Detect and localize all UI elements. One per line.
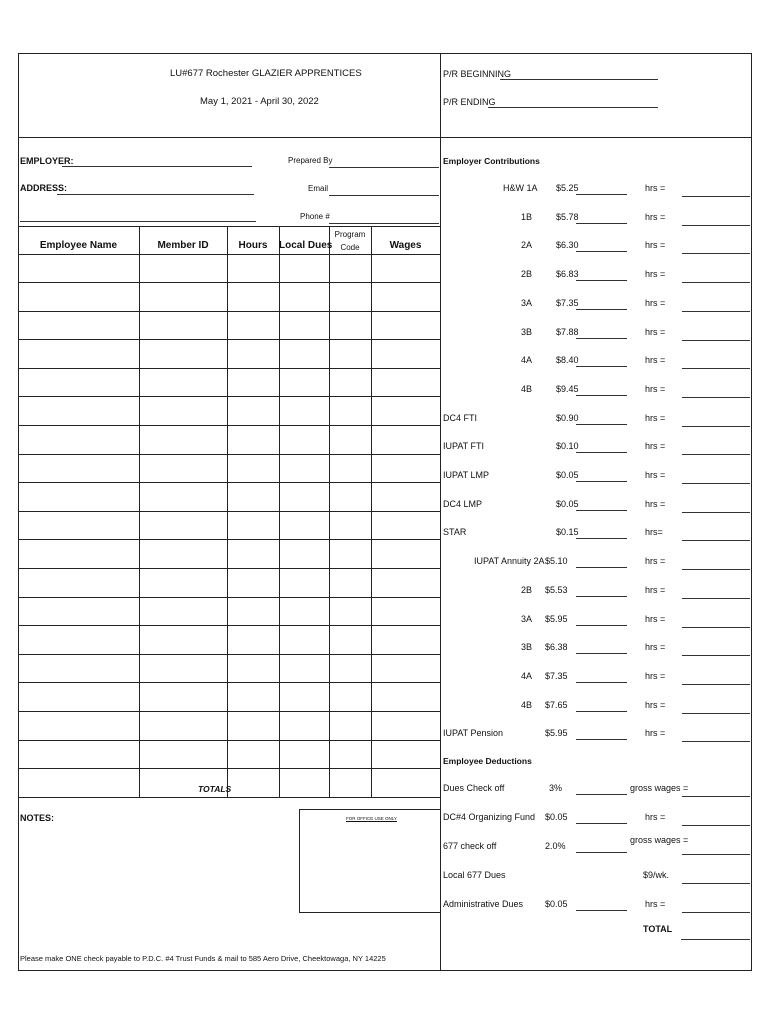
contribution-row [440, 260, 750, 289]
contribution-row [440, 633, 750, 662]
phone-label: Phone # [300, 212, 330, 221]
deduction-label: Dues Check off [443, 783, 505, 793]
contribution-unit: hrs = [645, 470, 666, 480]
contribution-unit: hrs = [645, 441, 666, 452]
table-row[interactable] [18, 740, 440, 741]
contribution-rate: $6.30 [556, 240, 579, 251]
employer-field[interactable] [62, 166, 252, 167]
contribution-label: IUPAT LMP [443, 470, 490, 480]
total-label: TOTAL [643, 924, 673, 934]
contribution-amount-field[interactable] [682, 282, 750, 283]
contribution-rate: $7.88 [556, 326, 579, 337]
contribution-label: H&W 1A [503, 183, 538, 193]
contribution-hours-field[interactable] [576, 194, 627, 195]
table-top [18, 226, 440, 227]
footer-note: Please make ONE check payable to P.D.C. #4 Trust Funds & mail to 585 Aero Drive, Cheektowaga, NY 14225 [20, 954, 386, 963]
contribution-hours-field[interactable] [576, 739, 627, 740]
contribution-row [440, 318, 750, 347]
contribution-row [440, 576, 750, 605]
contribution-rate: $0.10 [556, 441, 579, 452]
contribution-label: 4B [521, 383, 533, 394]
contribution-rate: $0.05 [556, 470, 579, 480]
contribution-hours-field[interactable] [576, 682, 627, 683]
contribution-unit: hrs = [645, 355, 666, 366]
contribution-row [440, 346, 750, 375]
deduction-amount-field[interactable] [682, 912, 750, 913]
contribution-amount-field[interactable] [682, 741, 750, 742]
contribution-label: 4A [521, 355, 533, 366]
contribution-rate: $0.15 [556, 527, 579, 538]
contribution-amount-field[interactable] [682, 426, 750, 427]
contribution-unit: hrs = [645, 211, 666, 222]
notes-label: NOTES: [20, 813, 55, 823]
contribution-row [440, 203, 750, 232]
contribution-unit: hrs = [645, 699, 666, 710]
contribution-unit: hrs = [645, 613, 666, 624]
contribution-row [440, 375, 750, 404]
table-row[interactable] [18, 768, 440, 769]
contribution-row [440, 518, 750, 547]
contribution-row [440, 289, 750, 318]
deduction-label: 677 check off [443, 841, 497, 851]
contribution-amount-field[interactable] [682, 713, 750, 714]
table-row[interactable] [18, 654, 440, 655]
contribution-row [440, 547, 750, 576]
deduction-hours-field[interactable] [576, 910, 627, 911]
contribution-rate: $7.65 [545, 699, 568, 710]
contribution-unit: hrs = [645, 412, 666, 423]
office-use-box [299, 809, 441, 913]
contribution-hours-field[interactable] [576, 395, 627, 396]
contribution-row [440, 490, 750, 519]
form-title: LU#677 Rochester GLAZIER APPRENTICES [170, 68, 362, 79]
contribution-rate: $6.38 [545, 642, 568, 653]
deduction-rate: $0.05 [545, 812, 568, 822]
contribution-rate: $0.05 [556, 498, 579, 509]
contribution-hours-field[interactable] [576, 481, 627, 482]
deduction-label: DC#4 Organizing Fund [443, 812, 536, 822]
totals-label: TOTALS [198, 784, 232, 794]
contribution-rate: $5.53 [545, 584, 568, 595]
deduction-unit: $9/wk. [643, 870, 670, 880]
pr-ending-label: P/R ENDING [443, 97, 496, 107]
deduction-unit: gross wages = [630, 783, 689, 793]
contribution-label: 2B [521, 584, 533, 595]
contribution-rate: $7.35 [545, 670, 568, 681]
contribution-rate: $5.95 [545, 613, 568, 624]
contribution-label: IUPAT FTI [443, 441, 485, 452]
deduction-rate: 3% [549, 783, 563, 793]
contribution-unit: hrs= [645, 527, 663, 538]
deduction-amount-field[interactable] [682, 825, 750, 826]
pr-beginning-label: P/R BEGINNING [443, 69, 512, 79]
contribution-hours-field[interactable] [576, 538, 627, 539]
deduction-hours-field[interactable] [576, 794, 627, 795]
contribution-amount-field[interactable] [682, 454, 750, 455]
contribution-hours-field[interactable] [576, 653, 627, 654]
contribution-rate: $5.25 [556, 183, 579, 193]
contribution-label: 3B [521, 326, 533, 337]
table-row[interactable] [18, 711, 440, 712]
contribution-label: 2A [521, 240, 533, 251]
totals-row-bottom [18, 797, 440, 798]
contribution-row [440, 231, 750, 260]
contribution-row [440, 432, 750, 461]
contribution-rate: $9.45 [556, 383, 579, 394]
contribution-row [440, 461, 750, 490]
contribution-hours-field[interactable] [576, 338, 627, 339]
contribution-amount-field[interactable] [682, 253, 750, 254]
table-row[interactable] [18, 339, 440, 340]
contribution-unit: hrs = [645, 642, 666, 653]
contribution-rate: $8.40 [556, 355, 579, 366]
phone-field[interactable] [329, 223, 439, 224]
contribution-label: IUPAT Pension [443, 728, 504, 739]
office-use-label: FOR OFFICE USE ONLY [346, 816, 397, 821]
contribution-row [440, 174, 750, 203]
prepared-by-label: Prepared By [288, 156, 333, 165]
contribution-unit: hrs = [645, 240, 666, 251]
contribution-amount-field[interactable] [682, 196, 750, 197]
prepared-by-field[interactable] [329, 167, 439, 168]
contribution-row [440, 404, 750, 433]
table-row[interactable] [18, 368, 440, 369]
contribution-amount-field[interactable] [682, 627, 750, 628]
deduction-unit: hrs = [645, 812, 666, 822]
col-hours: Hours [238, 240, 268, 251]
table-row[interactable] [18, 682, 440, 683]
contribution-amount-field[interactable] [682, 655, 750, 656]
deduction-label: Local 677 Dues [443, 870, 506, 880]
contribution-rate: $5.78 [556, 211, 579, 222]
deduction-row [440, 890, 750, 919]
contribution-amount-field[interactable] [682, 512, 750, 513]
contribution-hours-field[interactable] [576, 366, 627, 367]
address-field[interactable] [57, 194, 254, 195]
deduction-amount-field[interactable] [682, 796, 750, 797]
address-field-2[interactable] [20, 221, 256, 222]
deduction-hours-field[interactable] [576, 852, 627, 853]
table-row[interactable] [18, 482, 440, 483]
contribution-label: 2B [521, 269, 533, 280]
contribution-unit: hrs = [645, 326, 666, 337]
table-row[interactable] [18, 511, 440, 512]
contribution-amount-field[interactable] [682, 368, 750, 369]
table-row[interactable] [18, 396, 440, 397]
contribution-unit: hrs = [645, 183, 666, 193]
deduction-label: Administrative Dues [443, 899, 524, 909]
contribution-amount-field[interactable] [682, 397, 750, 398]
email-field[interactable] [329, 195, 439, 196]
contribution-rate: $5.95 [545, 728, 568, 739]
col-wages: Wages [389, 240, 422, 251]
contribution-unit: hrs = [645, 556, 666, 567]
col-employee-name: Employee Name [39, 240, 118, 251]
contribution-row [440, 605, 750, 634]
deduction-row [440, 803, 750, 832]
col-member-id: Member ID [157, 240, 209, 251]
contribution-amount-field[interactable] [682, 225, 750, 226]
contribution-label: 3A [521, 613, 533, 624]
deduction-row [440, 774, 750, 803]
contribution-hours-field[interactable] [576, 309, 627, 310]
employer-contributions-heading: Employer Contributions [443, 156, 540, 166]
contribution-amount-field[interactable] [682, 340, 750, 341]
contribution-label: 3A [521, 297, 533, 308]
contribution-rate: $5.10 [545, 556, 568, 567]
contribution-hours-field[interactable] [576, 424, 627, 425]
contribution-label: IUPAT Annuity 2A [474, 556, 545, 567]
email-label: Email [308, 184, 329, 193]
table-row[interactable] [18, 568, 440, 569]
col-local-dues: Local Dues [279, 240, 333, 251]
contribution-amount-field[interactable] [682, 598, 750, 599]
deduction-row [440, 861, 750, 890]
contribution-hours-field[interactable] [576, 251, 627, 252]
contribution-rate: $6.83 [556, 269, 579, 280]
table-row[interactable] [18, 454, 440, 455]
employer-label: EMPLOYER: [20, 156, 74, 166]
table-row[interactable] [18, 282, 440, 283]
contribution-unit: hrs = [645, 297, 666, 308]
contribution-rate: $0.90 [556, 412, 579, 423]
contribution-amount-field[interactable] [682, 684, 750, 685]
contribution-hours-field[interactable] [576, 596, 627, 597]
contribution-unit: hrs = [645, 728, 666, 739]
contribution-unit: hrs = [645, 383, 666, 394]
contribution-hours-field[interactable] [576, 280, 627, 281]
pr-beginning-field[interactable] [500, 79, 658, 80]
contribution-label: 3B [521, 642, 533, 653]
pr-ending-field[interactable] [488, 107, 658, 108]
contribution-unit: hrs = [645, 584, 666, 595]
contribution-unit: hrs = [645, 670, 666, 681]
deduction-row [440, 832, 750, 861]
contribution-amount-field[interactable] [682, 540, 750, 541]
contribution-hours-field[interactable] [576, 510, 627, 511]
contribution-hours-field[interactable] [576, 567, 627, 568]
contribution-amount-field[interactable] [682, 483, 750, 484]
contribution-unit: hrs = [645, 269, 666, 280]
deduction-rate: $0.05 [545, 899, 568, 909]
contribution-row [440, 691, 750, 720]
deduction-unit: hrs = [645, 899, 666, 909]
deduction-hours-field[interactable] [576, 823, 627, 824]
form-period: May 1, 2021 - April 30, 2022 [200, 96, 319, 107]
deduction-amount-field[interactable] [682, 883, 750, 884]
contribution-label: STAR [443, 527, 467, 538]
table-row[interactable] [18, 425, 440, 426]
contribution-unit: hrs = [645, 498, 666, 509]
table-row[interactable] [18, 625, 440, 626]
col-program-code: Program Code [334, 230, 366, 252]
header-divider [18, 137, 751, 138]
deduction-rate: 2.0% [545, 841, 566, 851]
contribution-amount-field[interactable] [682, 311, 750, 312]
contribution-hours-field[interactable] [576, 223, 627, 224]
contribution-label: 4A [521, 670, 533, 681]
table-row[interactable] [18, 597, 440, 598]
table-header-divider [18, 254, 440, 255]
contribution-label: DC4 LMP [443, 498, 483, 509]
contribution-hours-field[interactable] [576, 452, 627, 453]
contribution-label: 1B [521, 211, 533, 222]
table-row[interactable] [18, 311, 440, 312]
address-label: ADDRESS: [20, 183, 68, 193]
contribution-hours-field[interactable] [576, 625, 627, 626]
table-row[interactable] [18, 539, 440, 540]
total-field[interactable] [681, 939, 750, 940]
contribution-amount-field[interactable] [682, 569, 750, 570]
deduction-amount-field[interactable] [682, 854, 750, 855]
deduction-unit: gross wages = [630, 835, 689, 845]
contribution-row [440, 662, 750, 691]
contribution-label: 4B [521, 699, 533, 710]
contribution-row [440, 719, 750, 748]
contribution-hours-field[interactable] [576, 711, 627, 712]
contribution-rate: $7.35 [556, 297, 579, 308]
employee-deductions-heading: Employee Deductions [443, 756, 532, 766]
contribution-label: DC4 FTI [443, 412, 478, 423]
